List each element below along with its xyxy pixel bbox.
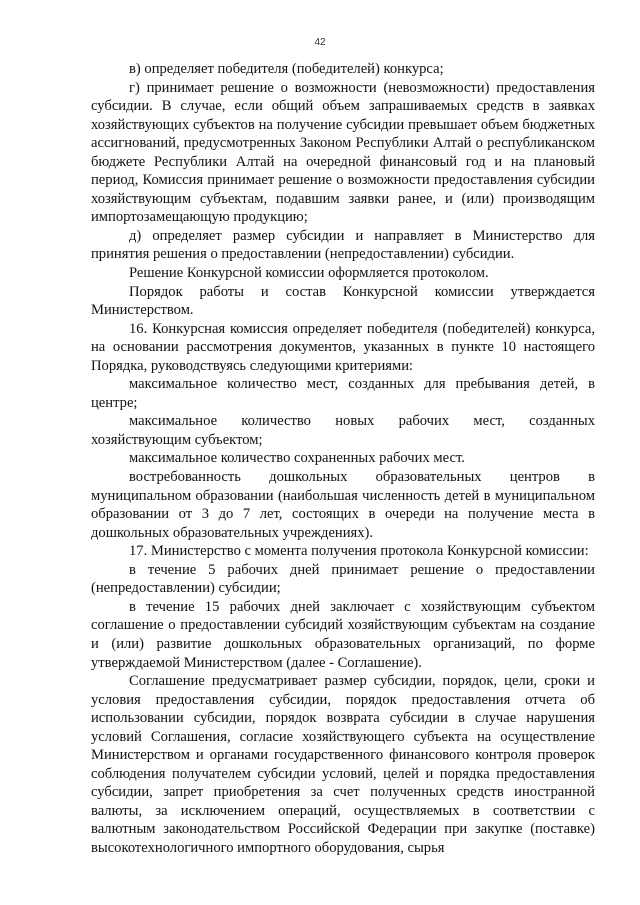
paragraph-criterion-new-jobs: максимальное количество новых рабочих мест, созданных хозяйствующим субъектом; bbox=[91, 413, 595, 448]
paragraph-protocol: Решение Конкурсной комиссии оформляется протоколом. bbox=[129, 265, 489, 282]
paragraph-item-v: в) определяет победителя (победителей) конкурса; bbox=[129, 61, 444, 77]
paragraph-decision-5-days: в течение 5 рабочих дней принимает решение о предоставлении (непредоставлении) субсидии; bbox=[91, 561, 595, 597]
paragraph-agreement-15-days: в течение 15 рабочих дней заключает с хозяйствующим субъектом соглашение о предоставлении субсидий хозяйствующим субъектам на создание и (или) развитие дошкольных образовательных организаций, по форме утверждаемой Министерством (далее - Соглашение). bbox=[91, 598, 595, 671]
paragraph-criterion-places: максимальное количество мест, созданных для пребывания детей, в центре; bbox=[91, 376, 595, 411]
paragraph-agreement-terms: Соглашение предусматривает размер субсидии, порядок, цели, сроки и условия предоставления субсидии, порядок предоставления отчета об использовании субсидии, порядок возврата субсидии в случае нарушения условий Соглашения, согласие хозяйствующего субъекта на осуществление Министерством и органами государственного финансового контроля проверок соблюдения получателем субсидии условий, целей и порядка предоставления субсидии, запрет приобретения за счет полученных средств иностранной валюты, за исключением операций, осуществляемых в соответствии с валютным законодательством Российской Федерации при закупке (поставке) высокотехнологичного импортного оборудования, сырья bbox=[91, 673, 595, 856]
paragraph-commission-order: Порядок работы и состав Конкурсной комиссии утверждается Министерством. bbox=[91, 283, 595, 319]
paragraph-section-17: 17. Министерство с момента получения протокола Конкурсной комиссии: bbox=[129, 543, 589, 560]
paragraph-section-16: 16. Конкурсная комиссия определяет победителя (победителей) конкурса, на основании рассмотрения документов, указанных в пункте 10 настоящего Порядка, руководствуясь следующими критериями: bbox=[91, 320, 595, 374]
page-number: 42 bbox=[314, 37, 326, 48]
paragraph-item-g: г) принимает решение о возможности (невозможности) предоставления субсидии. В случае, если общий объем запрашиваемых средств в заявках хозяйствующих субъектов на получение субсидии превышает объем бюджетных ассигнований, предусмотренных Законом Республики Алтай о республиканском бюджете Республики Алтай на очередной финансовый год и на плановый период, Комиссия принимает решение о возможности предоставления субсидии хозяйствующим субъектам, подавшим заявки ранее, и (или) производящим импортозамещающую продукцию; bbox=[91, 79, 595, 226]
paragraph-criterion-demand: востребованность дошкольных образовательных центров в муниципальном образовании (наибольшая численность детей в муниципальном образовании от 3 до 7 лет, состоящих в очереди на получение места в дошкольных образовательных учреждениях). bbox=[91, 469, 595, 541]
paragraph-item-d: д) определяет размер субсидии и направляет в Министерство для принятия решения о предоставлении (непредоставлении) субсидии. bbox=[91, 227, 595, 263]
paragraph-criterion-retained-jobs: максимальное количество сохраненных рабочих мест. bbox=[129, 450, 465, 467]
document-body bbox=[91, 60, 595, 858]
